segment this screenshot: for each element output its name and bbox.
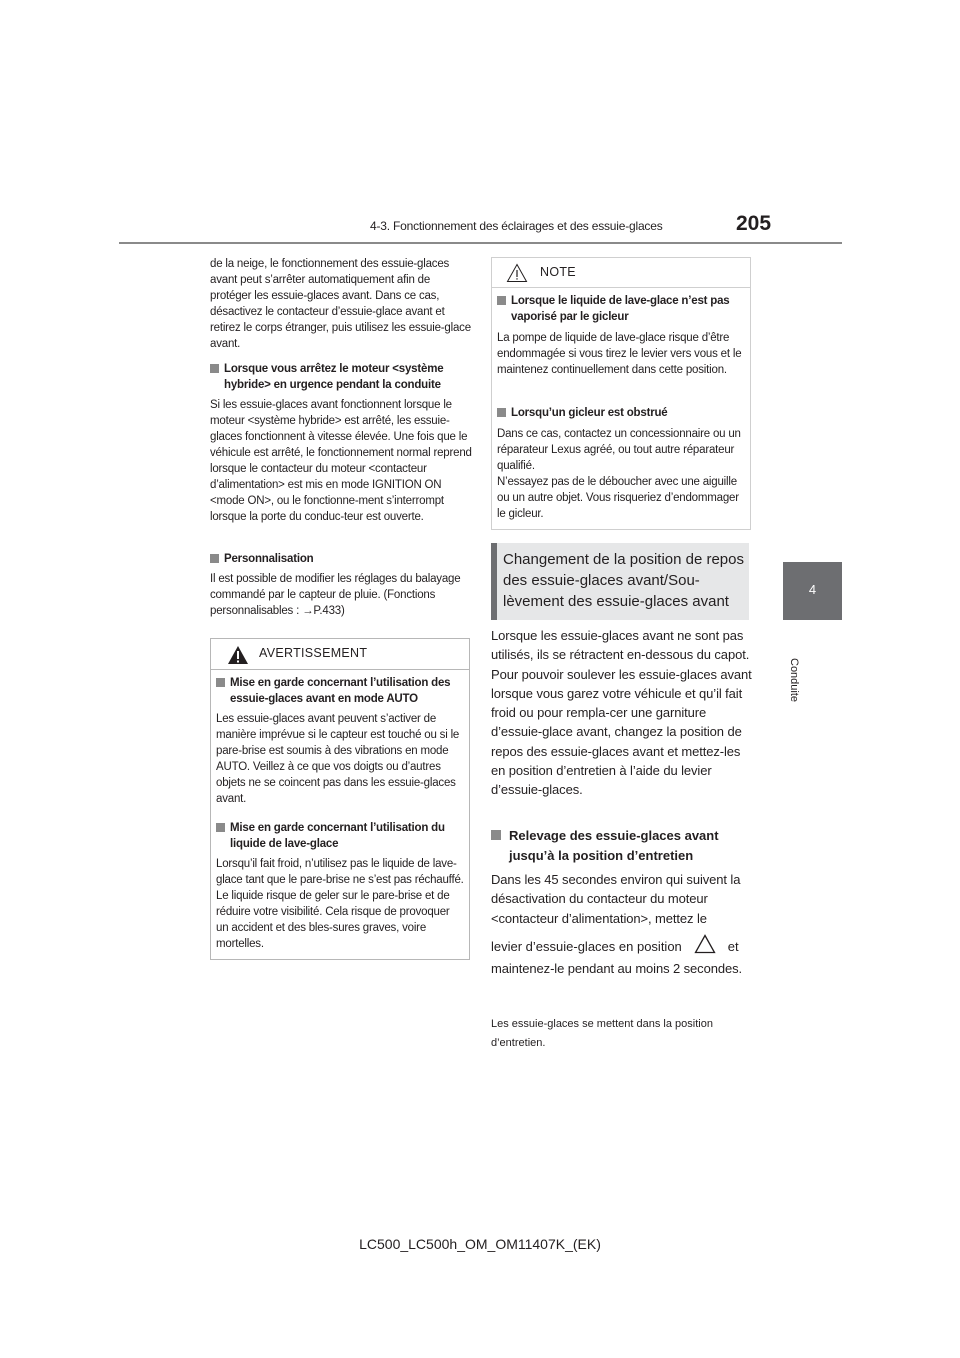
- warning-item-2-heading: [216, 820, 464, 852]
- subheading-relevage-text: Relevage des essuie-glaces avant jusqu’à la position d’entretien: [509, 828, 719, 863]
- page-number: 205: [736, 212, 772, 235]
- running-header: 4-3. Fonctionnement des éclairages et des essuie-glaces: [370, 219, 663, 233]
- chapter-label: [786, 658, 800, 703]
- subheading-emergency: [210, 361, 472, 393]
- footer-doc-id: LC500_LC500h_OM_OM11407K_(EK): [359, 1236, 601, 1252]
- paragraph-levier-text: levier d’essuie-glaces en position: [491, 939, 682, 954]
- warning-item-1-text: Les essuie-glaces avant peuvent s’activer de manière imprévue si le capteur est touché ou si le pare-brise est soumis à des vibrations en mode AUTO. Veillez à ce que vos doigts ou d’autres objets ne se coincent pas dans les essuie-glaces avant.: [216, 713, 460, 805]
- note-item-1-text: La pompe de liquide de lave-glace risque d’être endommagée si vous tirez le levier vers vous et le maintenez continuellement dans cette position.: [497, 332, 742, 376]
- subheading-emergency-text: Lorsque vous arrêtez le moteur <système hybride> en urgence pendant la conduite: [224, 363, 444, 391]
- note-item-2-text-a: Dans ce cas, contactez un concessionnaire ou un réparateur Lexus agréé, ou tout autre réparateur qualifié.: [497, 428, 741, 472]
- note-header: [492, 258, 750, 288]
- warning-title: AVERTISSEMENT: [259, 646, 368, 660]
- bullet-square-icon: [497, 408, 506, 417]
- warning-triangle-icon: [227, 645, 249, 665]
- chapter-name: Conduite: [788, 658, 800, 703]
- bullet-square-icon: [491, 830, 501, 840]
- paragraph-emergency: Si les essuie-glaces avant fonctionnent lorsque le moteur <système hybride> est arrêté, les essuie-glaces fonctionnent à vitesse élevée. Une fois que le véhicule est arrêté, le fonctionnement normal reprend lorsque le contacteur du moteur <contacteur d’alimentation> est mis en mode IGNITION ON <mode ON>, ou le fonctionne-ment s’interrompt lorsque la porte du conduc-teur est ouverte.: [210, 399, 472, 523]
- note-title: NOTE: [540, 265, 576, 279]
- note-item-2-text-b: N’essayez pas de le déboucher avec une aiguille ou un autre objet. Vous risqueriez d’endommager le gicleur.: [497, 476, 739, 520]
- subheading-personnalisation-text: Personnalisation: [224, 553, 314, 565]
- paragraph-levier-et: et: [727, 939, 739, 954]
- bullet-square-icon: [210, 364, 219, 373]
- note-item-2-heading: [497, 405, 745, 421]
- paragraph-levier-continued: maintenez-le pendant au moins 2 secondes.: [491, 961, 743, 976]
- header-rule: [119, 242, 842, 244]
- paragraph-change-position: Lorsque les essuie-glaces avant ne sont pas utilisés, ils se rétractent en-dessous du capot. Pour pouvoir soulever les essuie-glaces avant lorsque vous garez votre véhicule et qu’il fait froid ou pour rempla-cer une garniture d’essuie-glace avant, changez la position de repos des essuie-glaces avant et mettez-les en position d’entretien à l’aide du levier d’essuie-glaces.: [491, 628, 752, 798]
- warning-item-2-heading-text: Mise en garde concernant l’utilisation du liquide de lave-glace: [230, 822, 445, 850]
- warning-item-1-heading-text: Mise en garde concernant l’utilisation des essuie-glaces avant en mode AUTO: [230, 677, 451, 705]
- bullet-square-icon: [210, 554, 219, 563]
- paragraph-dans: Dans les 45 secondes environ qui suivent la désactivation du contacteur du moteur <contacteur d’alimentation>, mettez le: [491, 872, 741, 926]
- warning-item-2-text: Lorsqu’il fait froid, n’utilisez pas le liquide de lave-glace tant que le pare-brise ne s’est pas réchauffé. Le liquide risque de geler sur le pare-brise et de réduire votre visibilité. Cela risque de provoquer un accident et des bles-sures graves, voire mortelles.: [216, 858, 464, 950]
- subheading-relevage: [491, 826, 753, 865]
- bullet-square-icon: [497, 296, 506, 305]
- warning-item-1-heading: [216, 675, 464, 707]
- paragraph-result: Les essuie-glaces se mettent dans la position d’entretien.: [491, 1018, 713, 1049]
- bullet-square-icon: [216, 823, 225, 832]
- bullet-square-icon: [216, 678, 225, 687]
- section-title: Changement de la position de repos des essuie-glaces avant/Sou-lèvement des essuie-glaces avant: [503, 551, 744, 610]
- warning-box: [210, 638, 470, 960]
- subheading-personnalisation: [210, 551, 472, 567]
- paragraph-personnalisation: Il est possible de modifier les réglages du balayage commandé par le capteur de pluie. (Fonctions personnalisables : →P.433): [210, 573, 461, 617]
- caution-triangle-icon: [506, 263, 528, 283]
- note-item-1-heading-text: Lorsque le liquide de lave-glace n’est pas vaporisé par le gicleur: [511, 295, 730, 323]
- chapter-number: 4: [808, 582, 817, 597]
- section-heading-bar: [491, 543, 497, 620]
- warning-header: [211, 639, 469, 670]
- note-box: [491, 257, 751, 530]
- note-item-2-heading-text: Lorsqu’un gicleur est obstrué: [511, 407, 668, 419]
- note-item-1-heading: [497, 293, 745, 325]
- wiper-position-triangle-icon: [694, 934, 716, 954]
- section-heading: [491, 543, 749, 620]
- chapter-tab: [783, 562, 842, 620]
- paragraph-intro: de la neige, le fonctionnement des essuie-glaces avant peut s’arrêter automatiquement afin de protéger les essuie-glaces avant. Dans ce cas, désactivez le contacteur d’essuie-glace avant et retirez le corps étranger, puis utilisez les essuie-glace avant.: [210, 258, 471, 350]
